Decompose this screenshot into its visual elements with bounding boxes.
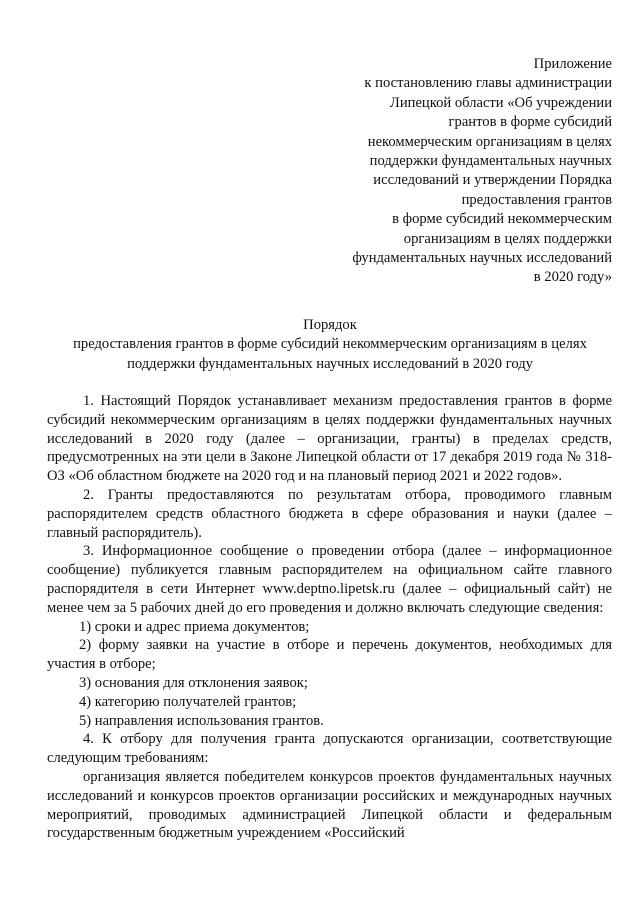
list-item: 3) основания для отклонения заявок;	[79, 674, 308, 691]
paragraph-3: 3. Информационное сообщение о проведении отбора (далее – информационное сообщение) публикуется главным распорядителем на официальном сайте главного распорядителя в сети Интернет www.deptno.lipetsk.ru (далее – официальный сайт) не менее чем за 5 рабочих дней до его проведения и должно включать следующие сведения:	[47, 543, 612, 616]
appendix-line: в 2020 году»	[533, 269, 612, 286]
title-heading: Порядок	[303, 317, 357, 333]
appendix-line: в форме субсидий некоммерческим	[392, 211, 612, 228]
title-line: поддержки фундаментальных научных исследований в 2020 году	[127, 355, 533, 372]
paragraph-2: 2. Гранты предоставляются по результатам отбора, проводимого главным распорядителем средств областного бюджета в сфере образования и науки (далее – главный распорядитель).	[47, 486, 612, 541]
appendix-block	[300, 55, 612, 288]
list-item: 5) направления использования грантов.	[79, 712, 324, 729]
list-item: 1) сроки и адрес приема документов;	[79, 618, 310, 635]
appendix-line: грантов в форме субсидий	[448, 114, 612, 131]
list-item: 4) категорию получателей грантов;	[79, 693, 297, 710]
paragraph-1: 1. Настоящий Порядок устанавливает механизм предоставления грантов в форме субсидий некоммерческим организациям в целях поддержки фундаментальных научных исследований в 2020 году (далее – организации, гранты) в пределах средств, предусмотренных на эти цели в Законе Липецкой области от 17 декабря 2019 года № 318-ОЗ «Об областном бюджете на 2020 год и на плановый период 2021 и 2022 годов».	[47, 393, 612, 485]
appendix-line: поддержки фундаментальных научных	[369, 153, 612, 170]
title-line: предоставления грантов в форме субсидий некоммерческим организациям в целях	[73, 336, 587, 353]
paragraph-4: 4. К отбору для получения гранта допускаются организации, соответствующие следующим требованиям:	[47, 731, 612, 767]
list-item: 2) форму заявки на участие в отборе и перечень документов, необходимых для участия в отборе;	[47, 637, 612, 673]
appendix-line: некоммерческим организациям в целях	[367, 133, 612, 150]
appendix-line: организациям в целях поддержки	[403, 230, 612, 247]
appendix-line: Липецкой области «Об учреждении	[389, 94, 612, 111]
document-body	[47, 392, 612, 843]
appendix-line: фундаментальных научных исследований	[352, 250, 612, 267]
document-title	[40, 316, 620, 374]
appendix-line: предоставления грантов	[461, 191, 612, 208]
paragraph-requirement: организация является победителем конкурсов проектов фундаментальных научных исследований и конкурсов проектов организации российских и международных научных мероприятий, проводимых администрацией Липецкой области и федеральным государственным бюджетным учреждением «Российский	[47, 768, 612, 842]
appendix-line: к постановлению главы администрации	[364, 75, 612, 92]
appendix-line: исследований и утверждении Порядка	[373, 172, 612, 189]
appendix-line: Приложение	[533, 56, 612, 72]
